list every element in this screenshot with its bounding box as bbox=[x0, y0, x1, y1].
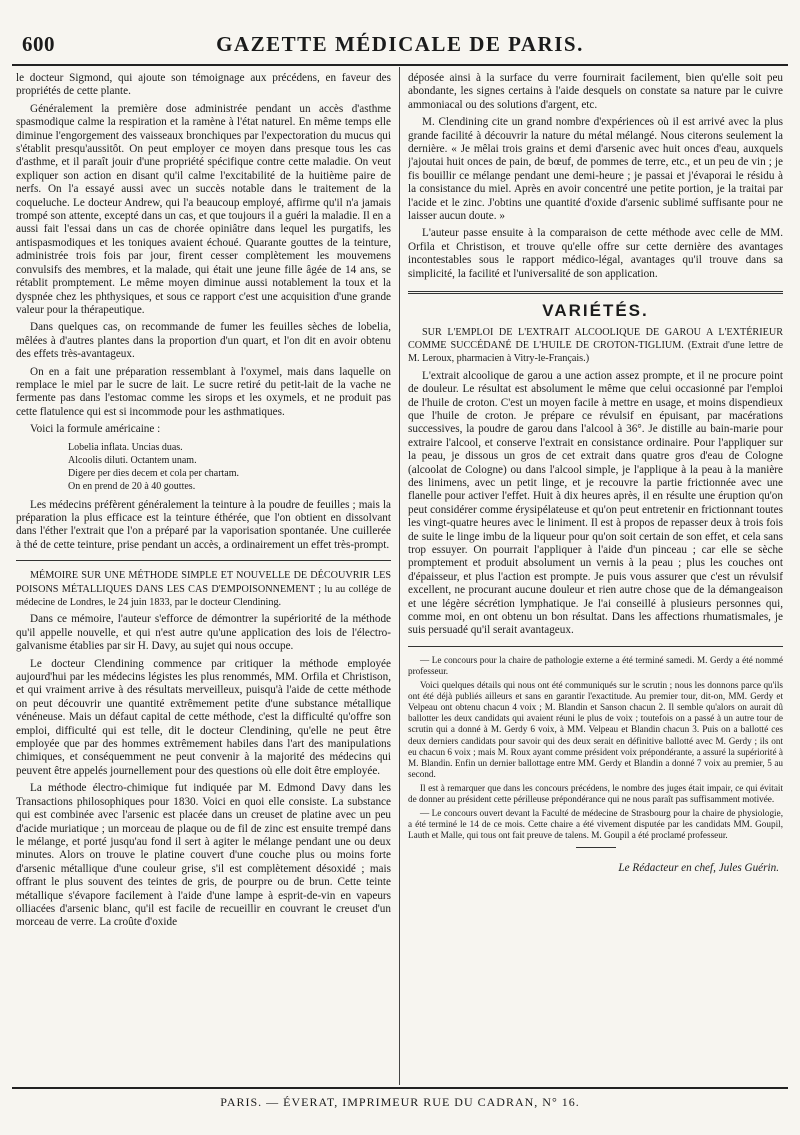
section-divider bbox=[408, 646, 783, 647]
article-title bbox=[408, 326, 783, 366]
page-number: 600 bbox=[22, 32, 55, 56]
section-divider bbox=[408, 291, 783, 294]
page-header bbox=[18, 26, 782, 66]
formula-line: On en prend de 20 à 40 gouttes. bbox=[68, 480, 196, 492]
paragraph: Voici la formule américaine : bbox=[30, 423, 161, 436]
article-title-rest: lu au collége de médecine de Londres, le 24 juin 1833, par le docteur Clendining. bbox=[16, 583, 391, 608]
paragraph: Le docteur Clendining commence par critiquer la méthode employée aujourd'hui par les médecins légistes les plus renommés, MM. Orfila et Christison, et qui vraiment arrive à des résultats merveilleux, puisqu'à l'aide de cette méthode on peut découvrir une quantité extrêmement petite d'une substance métallique vénéneuse. Mais un défaut capital de cette méthode, c'est la difficulté qu'offre son emploi, difficulté qui est telle, dit le docteur Clendining, qu'elle ne peut être employée que par des hommes extrêmement habiles dans l'art des manipulations chimiques, et conséquemment ne peut convenir à la majorité des médecins qui peuvent être appelés journellement pour des questions où elle doit être employée. bbox=[16, 657, 391, 777]
paragraph: Dans ce mémoire, l'auteur s'efforce de démontrer la supériorité de la méthode qu'il appelle nouvelle, et qui n'est autre qu'une application des lois de l'électro-galvanisme établies par sir H. Davy, au sujet qui nous occupe. bbox=[16, 613, 391, 653]
formula-line: Lobelia inflata. Uncias duas. bbox=[68, 441, 183, 453]
paragraph: Les médecins préfèrent généralement la teinture à la poudre de feuilles ; mais la préparation la plus efficace est la teinture éthérée, que l'on obtient en dissolvant dans l'éther l'extrait que l'on a préparé par la vaporisation spontanée. Une cuillerée à thé de cette teinture, prise pendant un accès, a ordinairement un effet très-prompt. bbox=[16, 498, 391, 551]
section-heading: VARIÉTÉS. bbox=[542, 301, 649, 321]
paragraph: La méthode électro-chimique fut indiquée par M. Edmond Davy dans les Transactions philosophiques pour 1830. Voici en quoi elle consiste. La substance qui est combinée avec l'arsenic est placée dans un creuset de platine avec un peu d'acide muriatique ; un morceau de plaque ou de fil de zinc est ensuite trempé dans le mélange, et porté jusqu'au fond il sert à agiter le mélange pendant une ou deux minutes. Alors on trouve le platine couvert d'une couche plus ou moins forte d'arsenic métallique d'une couleur grise, s'il est complètement désoxidé ; mais offrant le plus souvent des teintes de gris, de pourpre ou de brun. Cette teinte métallique s'évapore facilement à l'aide d'une lampe à esprit-de-vin en vapeurs olliacées d'arsenic blanc, qu'il est facile de recueillir en couvrant le creuset d'un morceau de verre. La croûte d'oxide bbox=[16, 782, 391, 929]
news-block bbox=[408, 655, 783, 849]
column-divider bbox=[399, 67, 400, 1085]
paragraph: Généralement la première dose administrée pendant un accès d'asthme spasmodique calme la respiration et la ramène à l'état naturel. En même temps elle diminue l'engorgement des vaisseaux bronchiques par l'expectoration du mucus qui s'établit presqu'aussitôt. On peut employer ce moyen dans presque tous les cas d'asthme, et il paraît jouir d'une propriété spécifique contre cette maladie. On veut expliquer son action en disant qu'il calme l'excitabilité de la huitième paire de nerfs. On l'a essayé aussi avec un succès notable dans le traitement de la coqueluche. Le docteur Andrew, qui l'a beaucoup employé, affirme qu'il n'a jamais trompé son attente, excepté dans un cas, et que toujours il a guéri la maladie. Il en a aussi fait l'essai dans un cas de chorée opiniâtre dans lequel les purgatifs, les antispasmodiques et les toniques avaient échoué. Quarante gouttes de la teinture, administrée trois fois par jour, firent cesser complètement les mouvemens convulsifs des membres, et la malade, qui était une jeune fille âgée de 14 ans, se rétablit promptement. Le même moyen diminue aussi notablement la toux et la dyspnée chez les phthysiques, et sous ce rapport c'est une acquisition d'une grande valeur pour la thérapeutique. bbox=[16, 102, 391, 316]
paragraph: L'auteur passe ensuite à la comparaison de cette méthode avec celle de MM. Orfila et Christison, et trouve qu'elle offre sur cette dernière des avantages incontestables sous le rapport médico-légal, avantages qu'il trouve dans sa simplicité, la facilité et l'universalité de son application. bbox=[408, 227, 783, 280]
paragraph: déposée ainsi à la surface du verre fournirait facilement, bien qu'elle soit peu abondante, les signes certains à l'aide desquels on constate sa nature par le cuivre ammoniacal ou des solutions d'argent, etc. bbox=[408, 72, 783, 111]
news-item: — Le concours pour la chaire de pathologie externe a été terminé samedi. M. Gerdy a été nommé professeur. bbox=[408, 654, 783, 676]
paragraph: M. Clendining cite un grand nombre d'expériences où il est arrivé avec la plus grande facilité à découvrir la nature du métal mélangé. Nous citerons seulement la dernière. « Je mêlai trois grains et demi d'arsenic avec huit onces d'eau, auxquels j'ajoutai huit onces de pain, de bœuf, de pommes de terre, etc., et un peu de vin ; je fis bouillir ce mélange pendant une demi-heure ; je passai et j'évaporai le résidu à la consistance du miel. Après en avoir concentré une petite portion, je la traitai par l'acide et le zinc. J'obtins une quantité d'oxide d'arsenic sublimé suffisante pour ne laisser aucun doute. » bbox=[408, 116, 783, 223]
right-column bbox=[408, 72, 783, 1082]
news-item: Il est à remarquer que dans les concours précédens, le nombre des juges était impair, ce qui évitait de donner au président cette périlleuse prépondérance qui ne nous paraît pas suffisamment motivée. bbox=[408, 782, 783, 804]
editor-signature: Le Rédacteur en chef, Jules Guérin. bbox=[618, 862, 779, 875]
article-title-caps: SUR L'EMPLOI DE L'EXTRAIT ALCOOLIQUE DE GAROU A L'EXTÉRIEUR COMME SUCCÉDANÉ DE L'HUILE DE CROTON-TIGLIUM. bbox=[408, 326, 783, 351]
left-column bbox=[16, 72, 391, 1082]
paragraph: Dans quelques cas, on recommande de fumer les feuilles sèches de lobelia, mêlées à d'autres plantes dans la proportion d'un quart, et l'on dit en avoir obtenu des effets très-avantageux. bbox=[16, 321, 391, 361]
paragraph: On en a fait une préparation ressemblant à l'oxymel, mais dans laquelle on remplace le miel par le sucre de lait. Le sucre retiré du petit-lait de la vache ne fermente pas dans l'estomac comme les sirops et les oxymels, et ne produit pas cette flatulence qui est si incommode pour les asthmatiques. bbox=[16, 365, 391, 418]
journal-title: GAZETTE MÉDICALE DE PARIS. bbox=[216, 32, 584, 56]
article-title bbox=[16, 569, 391, 609]
short-divider bbox=[576, 847, 616, 848]
article-title-rest: (Extrait d'une lettre de M. Leroux, pharmacien à Vitry-le-Français.) bbox=[408, 339, 783, 365]
footer-rule bbox=[12, 1087, 788, 1089]
paragraph: le docteur Sigmond, qui ajoute son témoignage aux précédens, en faveur des propriétés de cette plante. bbox=[16, 72, 391, 98]
news-item: Voici quelques détails qui nous ont été communiqués sur le scrutin ; nous les donnons parce qu'ils ont été déjà publiés ailleurs et sans en garantir l'exactitude. Au premier tour, dit-on, MM. Gerdy et Velpeau ont obtenu chacun 4 voix ; M. Blandin et Sanson chacun 2. Il semble qu'alors on aurait dû ballotter les deux candidats qui avaient réuni le plus de voix ; toutefois on a passé à un autre tour de scrutin qui a donné à M. Gerdy 6 voix, à MM. Velpeau et Blandin chacun 3. Puis on a ballotté ces deux derniers candidats pour savoir qui des deux serait en définitive ballotté avec M. Gerdy ; ils ont eu chacun 6 voix ; mais M. Roux ayant comme président voix prépondérante, a assuré la supériorité à M. Blandin. Enfin un dernier ballottage entre MM. Gerdy et Blandin a donné 7 voix au premier, 5 au second. bbox=[408, 680, 783, 779]
section-divider bbox=[16, 560, 391, 561]
news-item: — Le concours ouvert devant la Faculté de médecine de Strasbourg pour la chaire de physiologie, a été terminé le 14 de ce mois. Cette chaire a été vivement disputée par les candidats MM. Goupil, Lauth et Malle, qui tous ont fait preuve de talens. M. Goupil a été proclamé professeur. bbox=[408, 808, 783, 841]
header-rule bbox=[12, 64, 788, 66]
formula-line: Digere per dies decem et cola per chartam. bbox=[68, 467, 240, 479]
formula-block bbox=[68, 441, 391, 493]
printer-imprint: PARIS. — ÉVERAT, IMPRIMEUR RUE DU CADRAN, N° 16. bbox=[220, 1095, 580, 1109]
article-title-caps: MÉMOIRE SUR UNE MÉTHODE SIMPLE ET NOUVELLE DE DÉCOUVRIR LES POISONS MÉTALLIQUES DANS LES CAS D'EMPOISONNEMENT ; bbox=[16, 570, 391, 595]
paragraph: L'extrait alcoolique de garou a une action assez prompte, et il ne procure point de douleur. Le résultat est absolument le même que celui occasionné par l'emploi de l'huile de croton. C'est un moyen facile à mettre en usage, et moins dispendieux que l'huile de croton. Je prépare ce révulsif en épuisant, par macérations successives, la poudre de garou dans l'alcool à 36°. Je distille au bain-marie pour extraire l'alcool, et conserve l'extrait en consistance ordinaire. Pour l'appliquer sur la peau, je dissous un gros de cet extrait dans quatre gros d'eau de Cologne (alcoolat de Cologne) ou dans l'alcool simple, je l'applique à la peau à la manière des linimens, avec un petit linge, et je recouvre la partie frictionnée avec une flanelle pour activer l'effet. Huit à dix heures après, il en résulte une éruption qu'on peut considérer comme érysipélateuse et qu'on peut entretenir en frictionnant toutes les vingt-quatre heures avec le liniment. Il est à propos de repasser deux à trois fois de suite le linge imbu de la liqueur pour qu'on soit certain de son effet, et cela sans trop essuyer. On pourrait l'appliquer à l'aide d'un pinceau ; car elle se sèche promptement et produit absolument un vernis à la peau ; plus les couches ont d'épaisseur, et plus l'action est prompte. Je puis vous assurer que c'est un révulsif excellent, ne procurant aucune douleur et rien autre chose que de la démangeaison et une légère sécrétion lymphatique. Je l'ai conseillé à plusieurs personnes qui, comme moi, en ont obtenu un bon résultat. Dans les affections rhumatismales, je suis persuadé qu'il serait avantageux. bbox=[408, 369, 783, 637]
formula-line: Alcoolis diluti. Octantem unam. bbox=[68, 454, 197, 466]
